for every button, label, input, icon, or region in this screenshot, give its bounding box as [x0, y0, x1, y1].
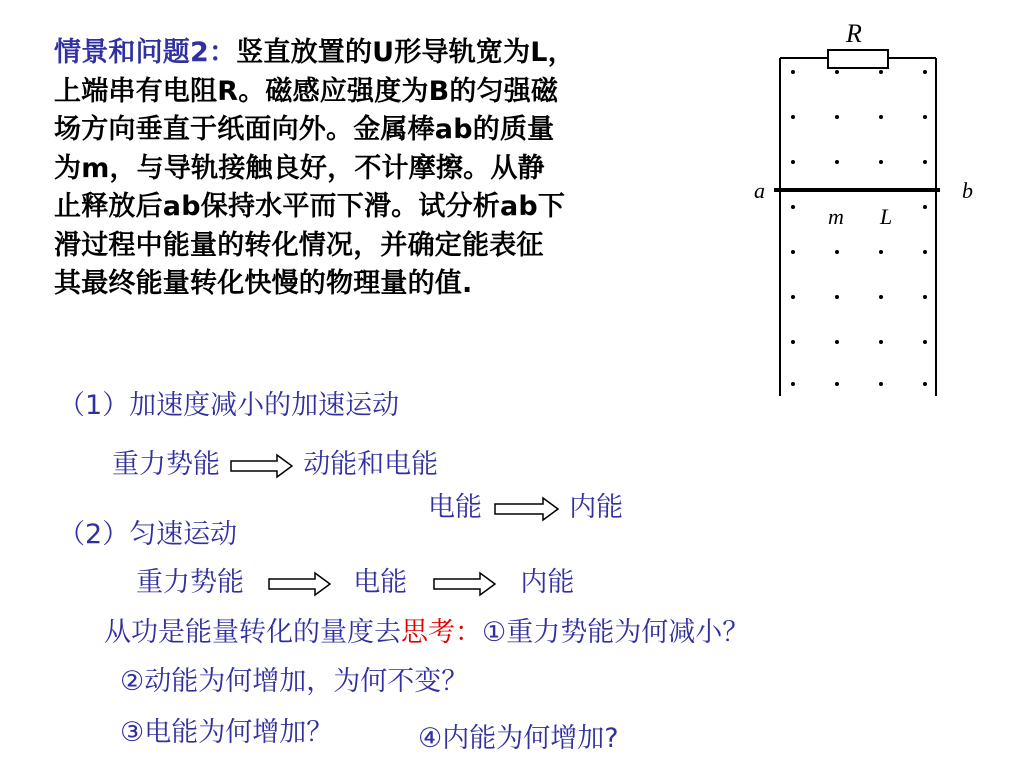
questions-intro: 从功是能量转化的量度去: [104, 617, 401, 648]
problem-line-7: 其最终能量转化快慢的物理量的值.: [54, 268, 473, 299]
question-2: ②动能为何增加，为何不变？: [120, 666, 469, 697]
questions-intro-line: [104, 610, 749, 649]
question-4: ④内能为何增加?: [418, 723, 619, 754]
problem-statement: [54, 34, 679, 304]
stage1-sub-conversion: [428, 485, 623, 524]
stage1-to: 动能和电能: [303, 449, 439, 480]
question-3: ③电能为何增加？: [120, 717, 334, 748]
stage1-title: （1）加速度减小的加速运动: [58, 390, 400, 421]
resistor-symbol: [828, 50, 888, 68]
stage2-title: （2）匀速运动: [58, 519, 238, 550]
stage1-sub-from: 电能: [428, 492, 482, 523]
bar-end-a-label: a: [754, 178, 765, 203]
stage2-conversion: [136, 560, 574, 599]
arrow-right-icon: [491, 496, 561, 522]
length-label: L: [880, 204, 893, 229]
stage2-a: 重力势能: [136, 567, 244, 598]
resistor-label: R: [846, 19, 862, 48]
questions-intro-highlight: 思考：: [401, 617, 482, 648]
stage1-sub-to: 内能: [569, 492, 624, 523]
question-1: ①重力势能为何减小？: [482, 617, 750, 648]
mass-label: m: [828, 204, 844, 229]
problem-line-1: [54, 34, 679, 73]
problem-line-3: 场方向垂直于纸面向外。金属棒ab的质量: [54, 114, 555, 145]
problem-line-2: 上端串有电阻R。磁感应强度为B的匀强磁: [54, 75, 559, 107]
arrow-right-icon: [259, 571, 339, 597]
stage1-from: 重力势能: [112, 449, 220, 480]
arrow-right-icon: [422, 571, 506, 597]
bar-end-b-label: b: [962, 178, 973, 203]
problem-line-6: 滑过程中能量的转化情况，并确定能表征: [54, 229, 544, 261]
stage2-b: 电能: [353, 567, 408, 598]
stage2-c: 内能: [520, 567, 575, 598]
rail-diagram: [748, 14, 994, 400]
problem-line-4: 为m，与导轨接触良好，不计摩擦。从静: [54, 152, 545, 184]
arrow-right-icon: [229, 453, 295, 479]
problem-heading: 情景和问题2：: [54, 37, 237, 68]
stage1-conversion: [112, 442, 438, 481]
magnetic-field-dots: [791, 70, 927, 386]
problem-text-1: 竖直放置的U形导轨宽为L，: [236, 37, 575, 68]
problem-line-5: 止释放后ab保持水平而下滑。试分析ab下: [54, 191, 566, 222]
